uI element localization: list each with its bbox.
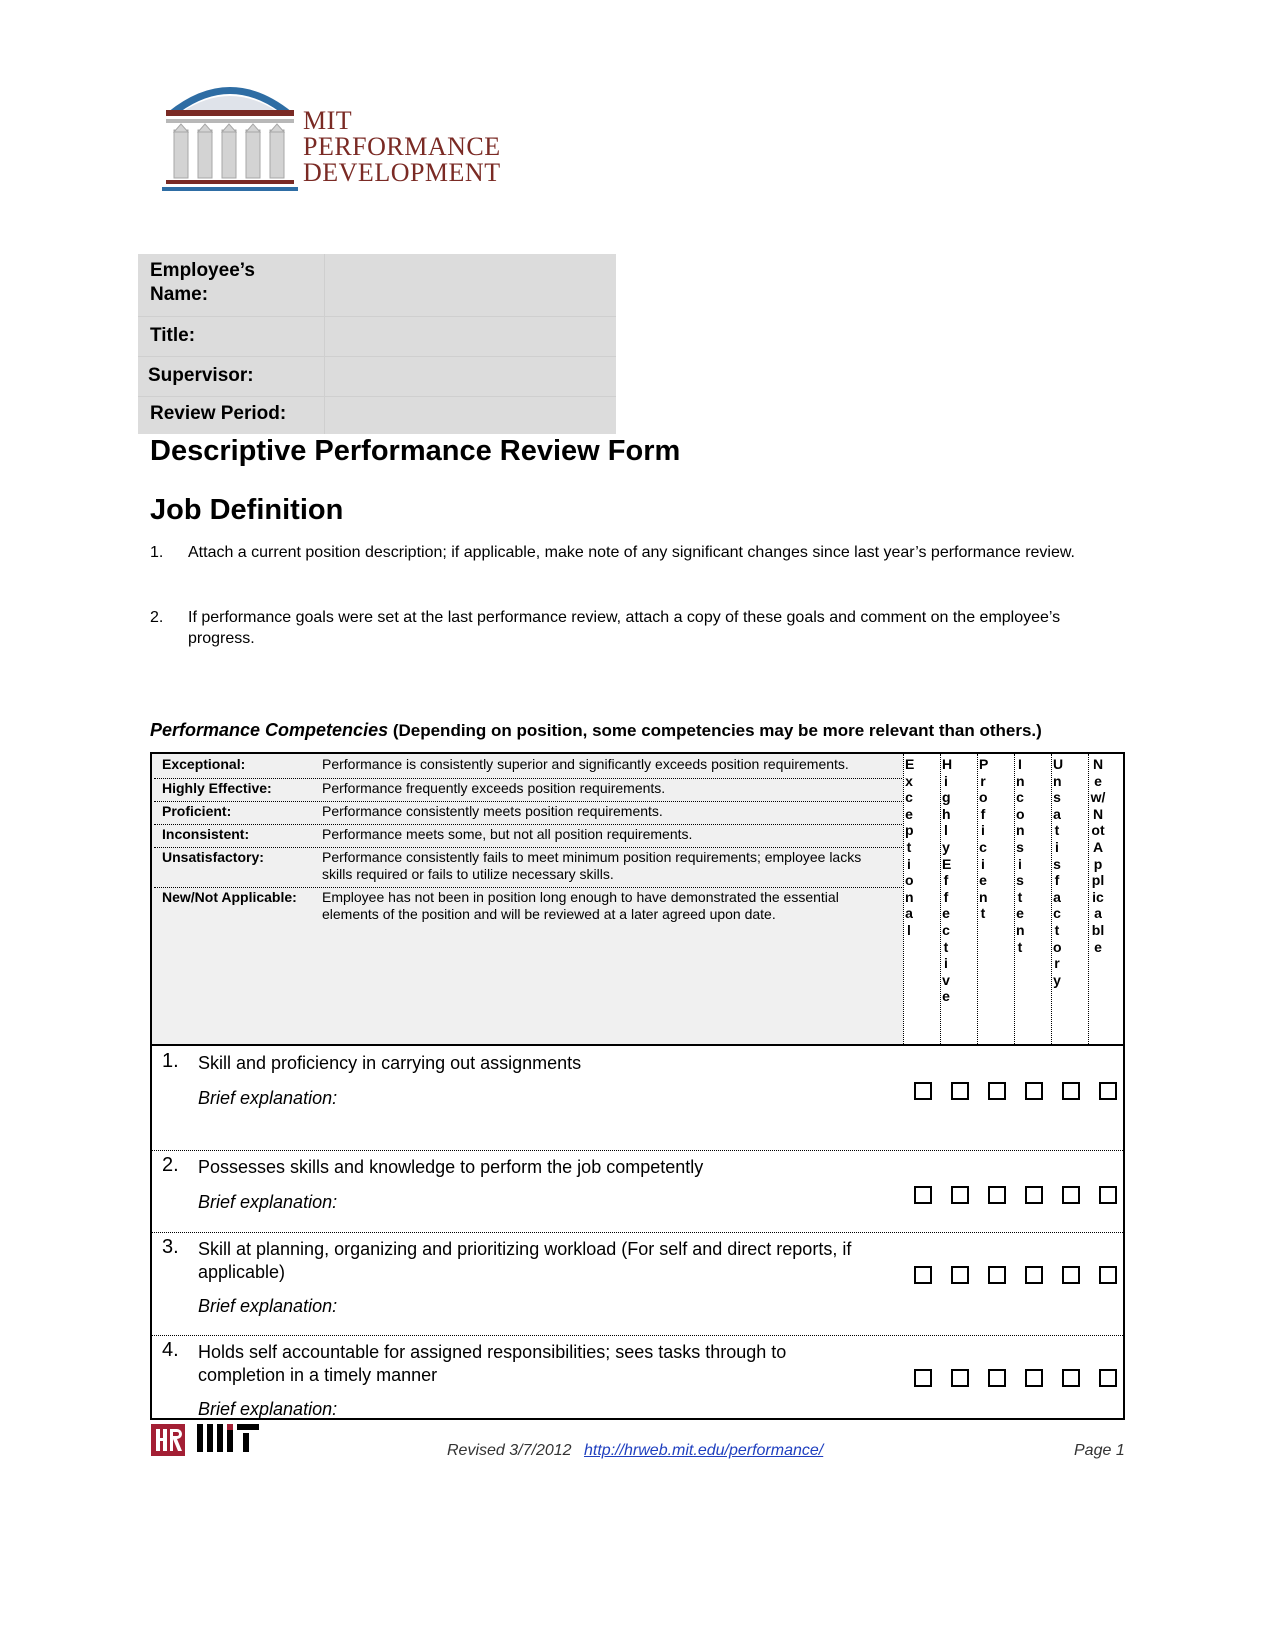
logo-line-3: DEVELOPMENT [303, 158, 501, 187]
rating-checkbox-unsatisfactory[interactable] [1062, 1186, 1080, 1204]
competencies-heading [150, 720, 1042, 741]
rating-checkbox-proficient[interactable] [988, 1186, 1006, 1204]
competencies-heading-close-paren: ) [1036, 721, 1042, 740]
supervisor-label: Supervisor: [148, 365, 254, 386]
legend-term: Inconsistent: [162, 826, 250, 842]
rating-checkbox-inconsistent[interactable] [1025, 1369, 1043, 1387]
legend-row [154, 778, 902, 802]
instruction-number: 1. [150, 544, 164, 561]
rating-checkbox-unsatisfactory[interactable] [1062, 1369, 1080, 1387]
rating-checkbox-proficient[interactable] [988, 1082, 1006, 1100]
column-divider [1088, 754, 1089, 1046]
review-period-label: Review Period: [150, 403, 287, 424]
legend-description: Performance frequently exceeds position requirements. [322, 780, 666, 796]
brief-explanation-label: Brief explanation: [198, 1088, 338, 1108]
rating-checkbox-new-not-applicable[interactable] [1099, 1369, 1117, 1387]
logo-line-2: PERFORMANCE [303, 132, 501, 161]
legend-description: Performance is consistently superior and significantly exceeds position requirements. [322, 756, 849, 772]
competencies-heading-title: Performance Competencies [150, 720, 389, 740]
rating-checkbox-exceptional[interactable] [914, 1369, 932, 1387]
rating-checkbox-new-not-applicable[interactable] [1099, 1266, 1117, 1284]
legend-description: Employee has not been in position long enough to have demonstrated the essential elements of the position and will be reviewed at a later agreed upon date. [322, 889, 839, 922]
rating-checkbox-new-not-applicable[interactable] [1099, 1082, 1117, 1100]
logo-line-1: MIT [303, 106, 353, 135]
competency-row-4 [152, 1335, 1123, 1418]
title-label: Title: [150, 325, 196, 346]
legend-row [154, 847, 902, 888]
legend-term: Proficient: [162, 803, 232, 819]
rating-checkbox-highly-effective[interactable] [951, 1082, 969, 1100]
rating-checkbox-inconsistent[interactable] [1025, 1082, 1043, 1100]
competency-number: 3. [162, 1236, 179, 1258]
rating-checkbox-unsatisfactory[interactable] [1062, 1082, 1080, 1100]
rating-checkbox-unsatisfactory[interactable] [1062, 1266, 1080, 1284]
rating-checkbox-exceptional[interactable] [914, 1082, 932, 1100]
rating-checkbox-highly-effective[interactable] [951, 1369, 969, 1387]
header-exceptional: Exceptional [905, 756, 915, 938]
competency-number: 2. [162, 1154, 179, 1176]
header-unsatisfactory: Unsatisfactory [1053, 756, 1064, 988]
page-number: Page 1 [1074, 1442, 1125, 1459]
legend-row [154, 824, 902, 848]
employee-name-label: Employee’s Name: [150, 260, 255, 305]
rating-checkbox-inconsistent[interactable] [1025, 1186, 1043, 1204]
hr-logo-icon [151, 1424, 185, 1456]
rating-checkbox-proficient[interactable] [988, 1266, 1006, 1284]
brief-explanation-label: Brief explanation: [198, 1399, 338, 1419]
rating-checkbox-exceptional[interactable] [914, 1266, 932, 1284]
competency-row-2 [152, 1150, 1123, 1233]
header-new-not-applicable: New/NotApplicable [1090, 756, 1106, 955]
building-columns-icon [160, 70, 300, 198]
rating-checkbox-proficient[interactable] [988, 1369, 1006, 1387]
form-title: Descriptive Performance Review Form [150, 435, 681, 467]
rating-checkbox-exceptional[interactable] [914, 1186, 932, 1204]
legend-description: Performance consistently meets position requirements. [322, 803, 663, 819]
competency-number: 4. [162, 1339, 179, 1361]
supervisor-field[interactable] [324, 356, 616, 396]
performance-url-link[interactable]: http://hrweb.mit.edu/performance/ [584, 1442, 824, 1459]
column-divider [1051, 754, 1052, 1046]
competencies-heading-note: Depending on position, some competencies may be more relevant than others. [398, 721, 1037, 740]
competency-table [150, 752, 1125, 1420]
legend-description: Performance meets some, but not all position requirements. [322, 826, 693, 842]
instruction-text: Attach a current position description; if applicable, make note of any significant changes since last year’s performance review. [188, 544, 1075, 561]
instruction-text: If performance goals were set at the last performance review, attach a copy of these goals and comment on the employee’s progress. [188, 609, 1061, 647]
section-title: Job Definition [150, 494, 344, 526]
column-divider [940, 754, 941, 1046]
rating-checkbox-inconsistent[interactable] [1025, 1266, 1043, 1284]
brief-explanation-label: Brief explanation: [198, 1296, 338, 1316]
header-inconsistent: Inconsistent [1016, 756, 1025, 955]
competency-row-3 [152, 1232, 1123, 1336]
legend-term: Highly Effective: [162, 780, 272, 796]
employee-info-table [138, 254, 616, 434]
employee-name-field[interactable] [324, 254, 616, 316]
competency-text: Possesses skills and knowledge to perform the job competently [198, 1157, 704, 1177]
supervisor-row [138, 356, 616, 397]
competencies-heading-open-paren: ( [388, 721, 399, 740]
mit-logo [197, 1424, 259, 1457]
column-divider [1014, 754, 1015, 1046]
revised-date: Revised 3/7/2012 [447, 1442, 572, 1459]
column-divider [977, 754, 978, 1046]
review-period-field[interactable] [324, 396, 616, 434]
competency-number: 1. [162, 1050, 179, 1072]
title-field[interactable] [324, 316, 616, 356]
competency-row-1 [152, 1046, 1123, 1151]
title-row [138, 316, 616, 357]
legend-term: Unsatisfactory: [162, 849, 264, 865]
legend-term: New/Not Applicable: [162, 889, 297, 905]
header-highly-effective: HighlyEffective [942, 756, 953, 1005]
logo-wordmark [303, 108, 501, 186]
employee-name-row [138, 254, 616, 317]
review-period-row [138, 396, 616, 434]
header-proficient: Proficient [979, 756, 989, 922]
competency-text: Skill at planning, organizing and prioritizing workload (For self and direct reports, if applicable) [198, 1239, 852, 1282]
instruction-number: 2. [150, 609, 164, 626]
brief-explanation-label: Brief explanation: [198, 1192, 338, 1212]
legend-row [154, 754, 902, 779]
legend-description: Performance consistently fails to meet minimum position requirements; employee lacks skills required or fails to utilize necessary skills. [322, 849, 862, 882]
competency-text: Holds self accountable for assigned responsibilities; sees tasks through to completion in a timely manner [198, 1342, 787, 1385]
column-divider [903, 754, 904, 1046]
rating-checkbox-new-not-applicable[interactable] [1099, 1186, 1117, 1204]
competency-text: Skill and proficiency in carrying out assignments [198, 1053, 582, 1073]
rating-checkbox-highly-effective[interactable] [951, 1266, 969, 1284]
legend-row [154, 801, 902, 825]
legend-row [154, 887, 902, 947]
mit-logo-icon [197, 1424, 259, 1452]
hr-logo [151, 1424, 185, 1461]
legend-term: Exceptional: [162, 756, 246, 772]
rating-checkbox-highly-effective[interactable] [951, 1186, 969, 1204]
